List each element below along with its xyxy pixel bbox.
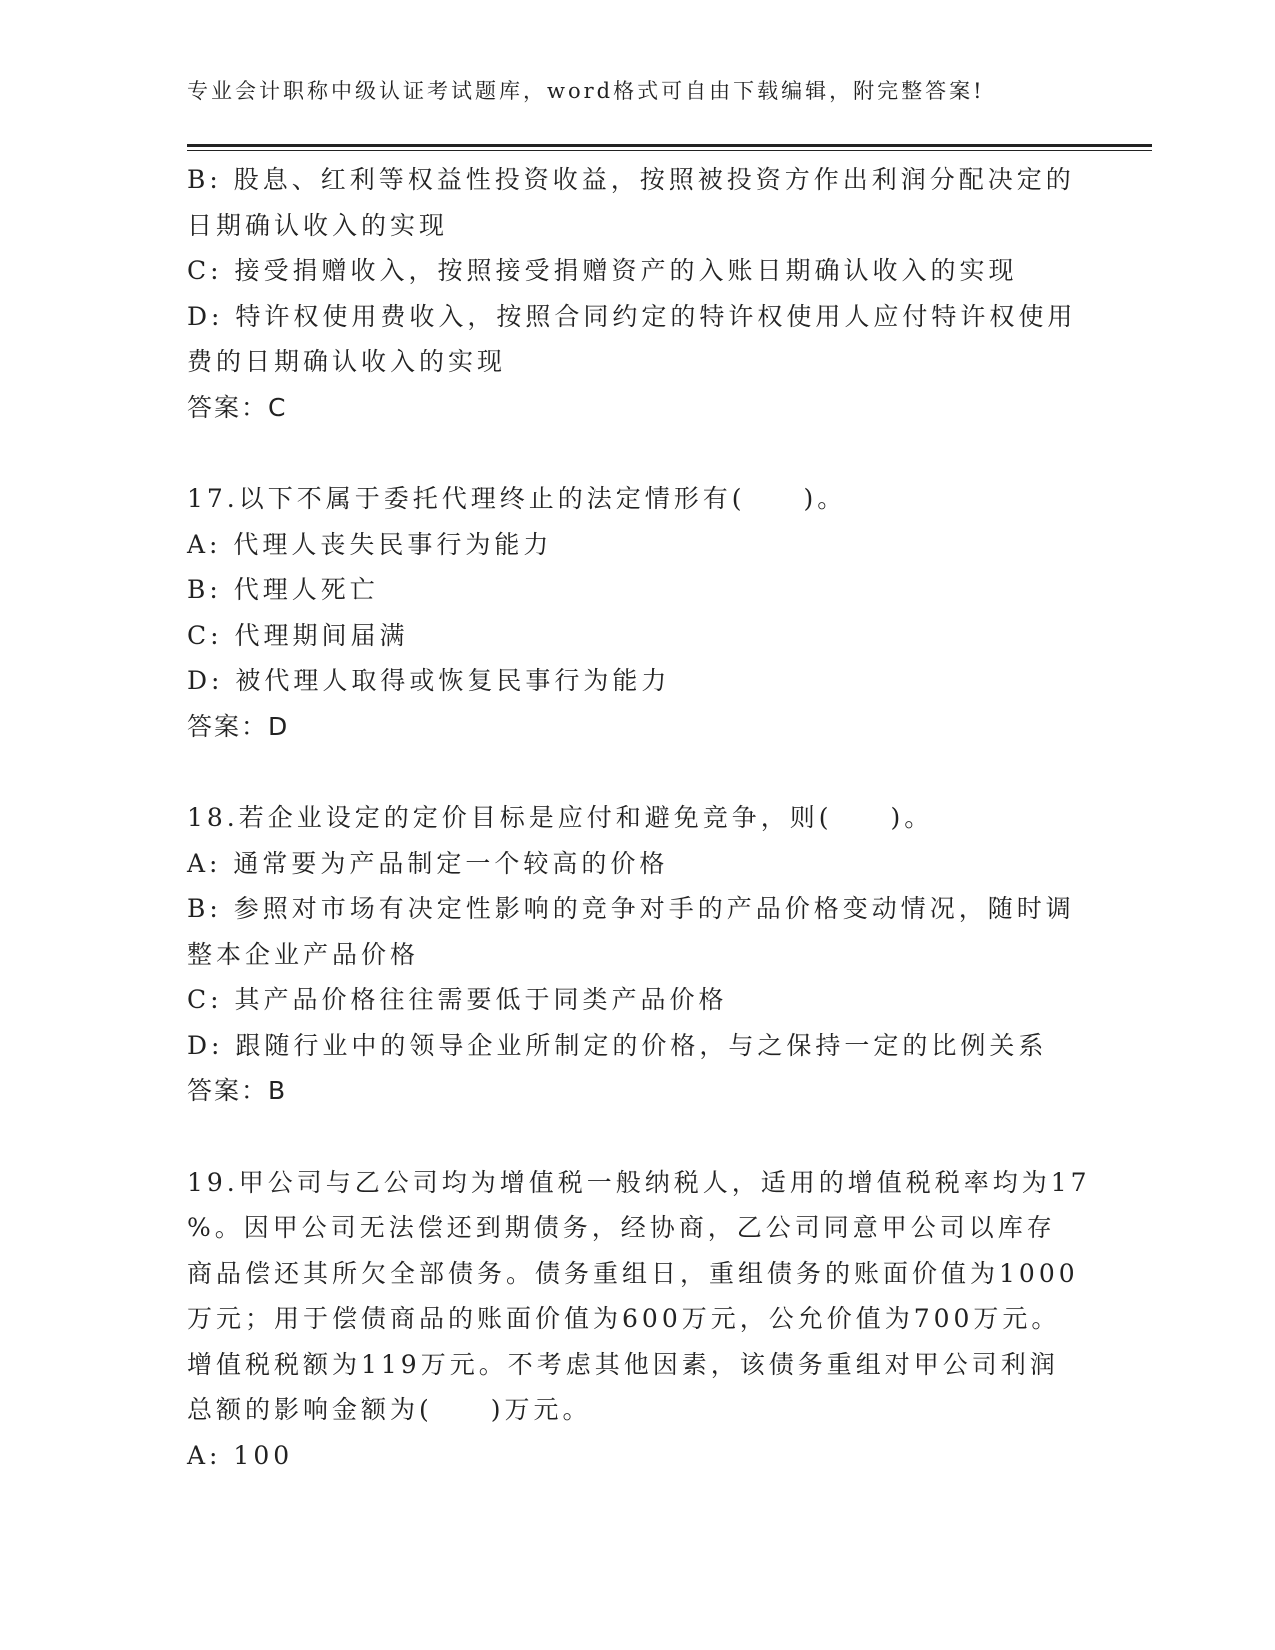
option-b: B: 代理人死亡 (187, 575, 379, 604)
spacer (187, 749, 1087, 795)
option-a: A: 100 (187, 1440, 294, 1470)
option-d: D: 特许权使用费收入，按照合同约定的特许权使用人应付特许权使用 (187, 301, 1077, 331)
option-d: D: 跟随行业中的领导企业所制定的价格，与之保持一定的比例关系 (187, 1030, 1048, 1060)
option-c: C: 接受捐赠收入，按照接受捐赠资产的入账日期确认收入的实现 (187, 256, 1018, 285)
question-text: 17.以下不属于委托代理终止的法定情形有( )。 (187, 484, 847, 513)
question-text-continued: 总额的影响金额为( )万元。 (187, 1395, 592, 1424)
question-text-continued: %。因甲公司无法偿还到期债务，经协商，乙公司同意甲公司以库存 (187, 1213, 1056, 1242)
option-b: B: 股息、红利等权益性投资收益，按照被投资方作出利润分配决定的 (187, 165, 1075, 194)
option-a: A: 代理人丧失民事行为能力 (187, 529, 553, 559)
option-d: D: 被代理人取得或恢复民事行为能力 (187, 666, 671, 695)
option-d-continued: 费的日期确认收入的实现 (187, 347, 507, 376)
answer: 答案：C (187, 392, 288, 422)
header-rule-thick (187, 144, 1152, 147)
option-b: B: 参照对市场有决定性影响的竞争对手的产品价格变动情况，随时调 (187, 894, 1075, 923)
question-text: 18.若企业设定的定价目标是应付和避免竞争，则( )。 (187, 803, 934, 832)
question-text-continued: 商品偿还其所欠全部债务。债务重组日，重组债务的账面价值为1000 (187, 1258, 1079, 1288)
question-17 (187, 476, 1087, 749)
option-b-continued: 整本企业产品价格 (187, 939, 420, 969)
option-c: C: 其产品价格往往需要低于同类产品价格 (187, 985, 728, 1014)
option-c: C: 代理期间届满 (187, 620, 409, 650)
question-text-continued: 万元；用于偿债商品的账面价值为600万元，公允价值为700万元。 (187, 1304, 1061, 1333)
page-header: 专业会计职称中级认证考试题库，word格式可自由下载编辑，附完整答案! (187, 79, 985, 103)
question-19 (187, 1160, 1091, 1479)
question-text: 19.甲公司与乙公司均为增值税一般纳税人，适用的增值税税率均为17 (187, 1167, 1091, 1197)
question-18 (187, 795, 1087, 1114)
answer: 答案：B (187, 1076, 288, 1105)
document-body (187, 157, 1091, 1478)
option-b-continued: 日期确认收入的实现 (187, 210, 449, 240)
spacer (187, 1114, 1087, 1160)
question-text-continued: 增值税税额为119万元。不考虑其他因素，该债务重组对甲公司利润 (187, 1349, 1059, 1379)
spacer (187, 430, 1087, 476)
header-rule-thin (187, 150, 1152, 151)
answer: 答案：D (187, 711, 290, 741)
option-a: A: 通常要为产品制定一个较高的价格 (187, 848, 669, 878)
question-16-tail (187, 157, 1087, 430)
